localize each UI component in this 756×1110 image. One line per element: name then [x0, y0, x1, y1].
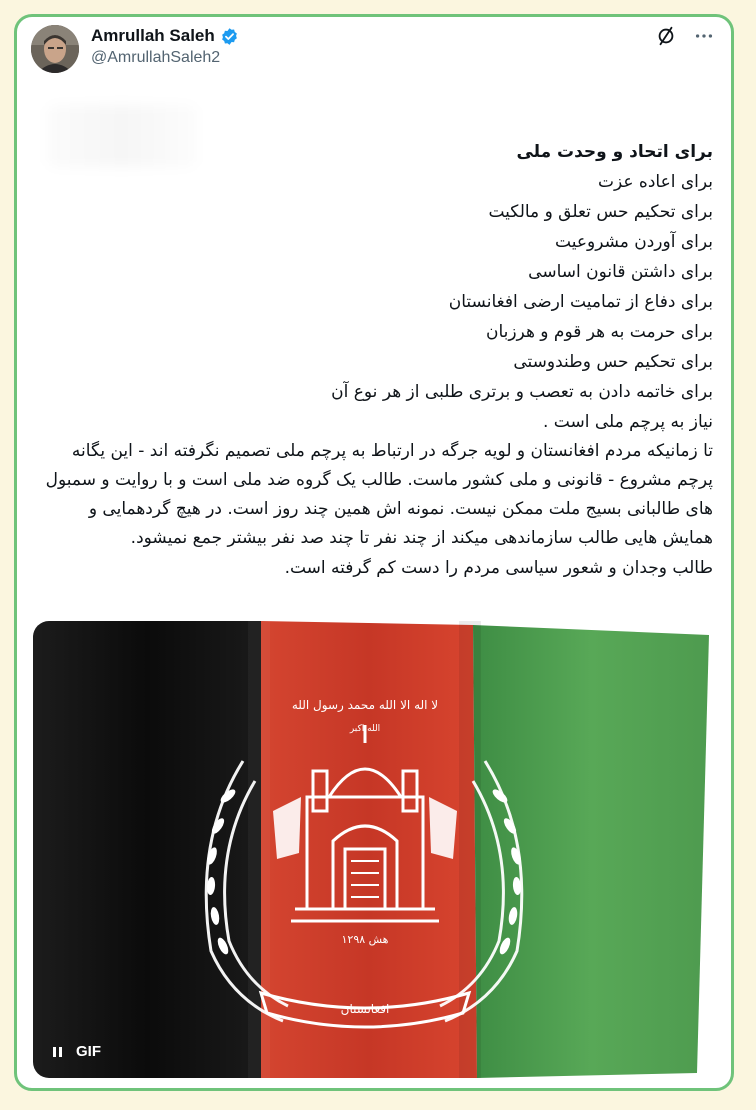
tweet-line: برای خاتمه دادن به تعصب و برتری طلبی از هر نوع آن: [331, 382, 713, 402]
gif-label: GIF: [76, 1043, 101, 1060]
tweet-paragraph: تا زمانیکه مردم افغانستان و لویه جرگه در ارتباط به پرچم ملی تصمیم نگرفته اند - این یگانه پرچم مشروع - قانونی و ملی کشور ماست. طالب یک گروه ضد ملی است و با روایت و سمبول های طالبانی بسیج ملت ممکن نیست. نمونه اش همین چند روز است. در هیچ گردهمایی و همایش هایی طالب سازماندهی میکند از چند نفر تا چند صد نفر بیشتر جمع نمیشود.: [45, 441, 713, 548]
grok-slash-icon[interactable]: [655, 25, 677, 47]
pause-icon[interactable]: [53, 1047, 62, 1057]
display-name[interactable]: Amrullah Saleh: [91, 26, 215, 45]
tweet-closing: طالب وجدان و شعور سیاسی مردم را دست کم گرفته است.: [284, 558, 713, 578]
avatar[interactable]: [31, 25, 79, 73]
afghan-flag-image: [33, 621, 716, 1078]
flag-year-text: ۱۲۹۸ هش: [341, 933, 389, 946]
flag-shahada-text: لا اله الا الله محمد رسول الله: [291, 698, 439, 712]
tweet-header: [31, 23, 717, 87]
author-handle[interactable]: @AmrullahSaleh2: [91, 49, 221, 66]
tweet-line: نیاز به پرچم ملی است .: [542, 412, 713, 432]
tweet-line: برای تحکیم حس وطندوستی: [513, 352, 713, 372]
tweet-line: برای اعاده عزت: [598, 172, 713, 192]
flag-country-text: افغانستان: [340, 1002, 390, 1016]
tweet-line: برای حرمت به هر قوم و هرزبان: [485, 322, 713, 342]
header-actions: [655, 25, 715, 47]
gif-media[interactable]: [33, 621, 716, 1078]
author-names: [91, 26, 239, 67]
more-dots-icon[interactable]: [693, 25, 715, 47]
tweet-line-title: برای اتحاد و وحدت ملی: [516, 142, 713, 162]
verified-badge-icon: [220, 27, 239, 46]
gif-controls: [53, 1043, 101, 1060]
tweet-line: برای داشتن قانون اساسی: [528, 262, 713, 282]
flag-takbir-text: الله اکبر: [349, 724, 381, 734]
tweet-line: برای آوردن مشروعیت: [555, 232, 713, 252]
tweet-line: برای تحکیم حس تعلق و مالکیت: [488, 202, 713, 222]
tweet-line: برای دفاع از تمامیت ارضی افغانستان: [448, 292, 713, 312]
tweet-text: [35, 137, 713, 583]
tweet-card[interactable]: [14, 14, 734, 1091]
